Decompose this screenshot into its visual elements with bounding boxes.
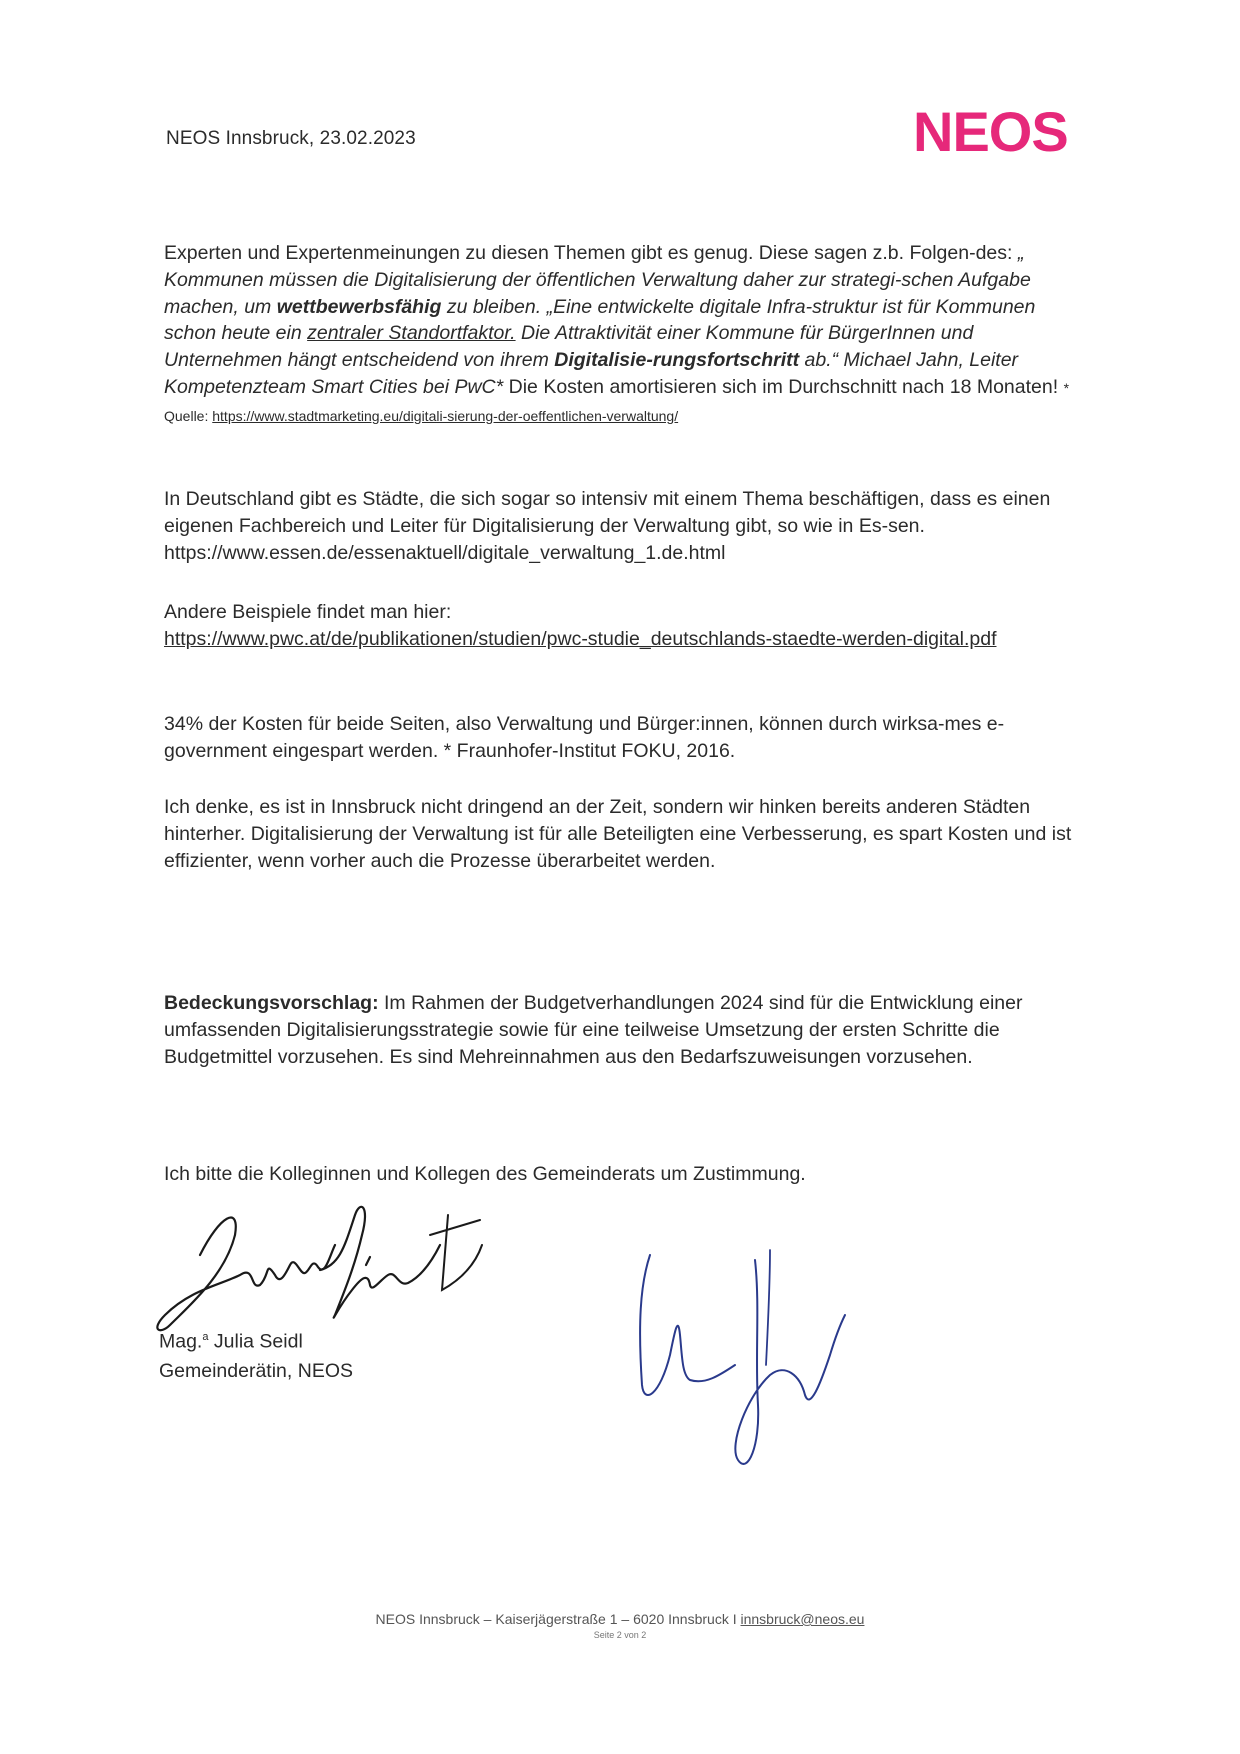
p1-source-link[interactable]: https://www.stadtmarketing.eu/digitali-sierung-der-oeffentlichen-verwaltung/ <box>212 407 679 424</box>
p1-text-1: Experten und Expertenmeinungen zu diesen Themen gibt es genug. Diese sagen z.b. Folgen-des: <box>164 242 1018 264</box>
paragraph-costs <box>164 711 1080 765</box>
p6-label: Bedeckungsvorschlag: <box>164 992 379 1014</box>
p3-link[interactable]: https://www.pwc.at/de/publikationen/studien/pwc-studie_deutschlands-staedte-werden-digital.pdf <box>164 627 997 650</box>
p1-source-label: * Quelle: <box>164 379 1070 424</box>
p1-quote-3: Die Attraktivität einer Kommune für BürgerInnen und Unternehmen hängt entscheidend von ihrem <box>164 322 974 372</box>
p1-quote-4: ab.“ Michael Jahn, Leiter Kompetenzteam Smart Cities bei PwC* <box>164 349 1019 398</box>
footer-address <box>0 1611 1240 1627</box>
footer-page-number: Seite 2 von 2 <box>593 1630 647 1640</box>
footer-email-link[interactable]: innsbruck@neos.eu <box>740 1611 865 1627</box>
p1-quote-bold-2: Digitalisie-rungsfortschritt <box>554 349 800 372</box>
paragraph-request <box>164 1161 1080 1188</box>
p1-quote-2: zu bleiben. „Eine entwickelte digitale Infra-struktur ist für Kommunen schon heute ein <box>164 295 1036 345</box>
p3-intro: Andere Beispiele findet man hier: <box>164 601 452 623</box>
p1-quote-1: „ Kommunen müssen die Digitalisierung der öffentlichen Verwaltung daher zur strategi-schen Aufgabe machen, um <box>164 242 1031 318</box>
signer-title-sup: a <box>202 1331 209 1343</box>
footer-address-text: NEOS Innsbruck – Kaiserjägerstraße 1 – 6020 Innsbruck I <box>375 1611 741 1627</box>
header-place-date: NEOS Innsbruck, 23.02.2023 <box>166 128 416 149</box>
p6-text: Im Rahmen der Budgetverhandlungen 2024 sind für die Entwicklung einer umfassenden Digitalisierungsstrategie sowie für eine teilweise Umsetzung der ersten Schritte die Budgetmittel vorzusehen. Es sind Mehreinnahmen aus den Bedarfszuweisungen vorzusehen. <box>164 992 1023 1068</box>
paragraph-coverage <box>164 990 1080 1070</box>
p1-quote-bold-1: wettbewerbsfähig <box>276 295 442 318</box>
p4-text: 34% der Kosten für beide Seiten, also Verwaltung und Bürger:innen, können durch wirksa-mes e-government eingespart werden. * Fraunhofer-Institut FOKU, 2016. <box>164 713 1005 762</box>
signer-block <box>159 1323 353 1386</box>
p2-text: In Deutschland gibt es Städte, die sich sogar so intensiv mit einem Thema beschäftigen, dass es einen eigenen Fachbereich und Leiter für Digitalisierung der Verwaltung gibt, so wie in Es-sen. https://www.essen.de/essenaktuell/digitale_verwaltung_1.de.html <box>164 488 1051 564</box>
signer-title: Mag. <box>159 1330 203 1353</box>
paragraph-opinion <box>164 794 1080 874</box>
signer-role: Gemeinderätin, NEOS <box>159 1359 354 1382</box>
p5-text: Ich denke, es ist in Innsbruck nicht dringend an der Zeit, sondern wir hinken bereits anderen Städten hinterher. Digitalisierung der Verwaltung ist für alle Beteiligten eine Verbesserung, es spart Kosten und ist effizienter, wenn vorher auch die Prozesse überarbeitet werden. <box>164 796 1072 872</box>
neos-logo: NEOS <box>913 100 1068 163</box>
signer-name: Julia Seidl <box>208 1330 303 1353</box>
p1-text-2: Die Kosten amortisieren sich im Durchschnitt nach 18 Monaten! <box>503 375 1064 398</box>
signature-blue <box>630 1245 890 1485</box>
paragraph-germany <box>164 486 1080 566</box>
paragraph-examples <box>164 599 1080 653</box>
p7-text: Ich bitte die Kolleginnen und Kollegen des Gemeinderats um Zustimmung. <box>164 1163 806 1185</box>
paragraph-experts <box>164 240 1080 430</box>
p1-quote-underlined: zentraler Standortfaktor. <box>307 322 516 345</box>
